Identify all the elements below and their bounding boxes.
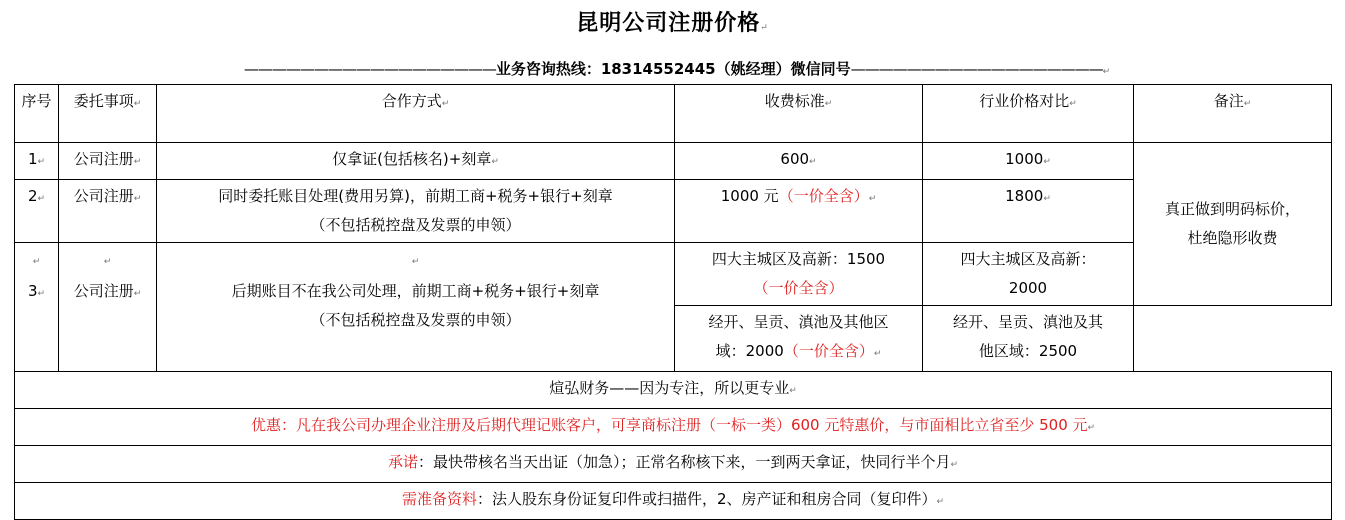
row2-method-line2: （不包括税控盘及发票的申领） <box>310 216 521 234</box>
row3-compare-main <box>923 243 1134 306</box>
header-compare: 行业价格对比↵ <box>923 85 1134 143</box>
row3-item: ↵ 公司注册↵ <box>59 243 157 372</box>
row1-method: 仅拿证(包括核名)+刻章↵ <box>157 143 675 180</box>
row3-price-other-line1: 经开、呈贡、滇池及其他区 <box>708 313 889 331</box>
row2-item: 公司注册↵ <box>59 180 157 243</box>
row3-method-line2: （不包括税控盘及发票的申领） <box>310 311 521 329</box>
row3-price-main-line1: 四大主城区及高新：1500 <box>711 250 886 268</box>
materials-label: 需准备资料 <box>401 490 477 508</box>
row3-price-other: 经开、呈贡、滇池及其他区 域：2000（一价全含）↵ <box>675 306 923 372</box>
remark-cell <box>1134 143 1332 306</box>
slogan-row <box>15 372 1332 409</box>
row3-no: ↵ 3↵ <box>15 243 59 372</box>
promise-note: 承诺：最快带核名当天出证（加急）；正常名称核下来，一到两天拿证，快同行半个月↵ <box>15 446 1332 483</box>
row1-no: 1↵ <box>15 143 59 180</box>
materials-text: ：法人股东身份证复印件或扫描件，2、房产证和租房合同（复印件） <box>476 490 937 508</box>
header-method: 合作方式↵ <box>157 85 675 143</box>
row3-compare-main-line1: 四大主城区及高新： <box>960 250 1096 268</box>
promise-text: ：最快带核名当天出证（加急）；正常名称核下来，一到两天拿证，快同行半个月 <box>417 453 951 471</box>
row1-item: 公司注册↵ <box>59 143 157 180</box>
dash-right: —————————————————— <box>850 60 1103 78</box>
row2-method-line1: 同时委托账目处理(费用另算)，前期工商+税务+银行+刻章 <box>218 187 613 205</box>
header-remark: 备注↵ <box>1134 85 1332 143</box>
materials-note: 需准备资料：法人股东身份证复印件或扫描件，2、房产证和租房合同（复印件）↵ <box>15 483 1332 520</box>
price-table <box>14 84 1332 520</box>
row1-price: 600↵ <box>675 143 923 180</box>
row3-compare-other-line1: 经开、呈贡、滇池及其 <box>952 313 1103 331</box>
hotline-line: ——————————————————业务咨询热线：18314552445（姚经理）微信同号——————————————————↵ <box>243 60 1111 78</box>
discount-note: 优惠：凡在我公司办理企业注册及后期代理记账客户，可享商标注册（一标一类）600 元特惠价，与市面相比立省至少 500 元↵ <box>15 409 1332 446</box>
header-no: 序号 <box>15 85 59 143</box>
row2-price: 1000 元（一价全含）↵ <box>675 180 923 243</box>
row2-no: 2↵ <box>15 180 59 243</box>
header-item: 委托事项↵ <box>59 85 157 143</box>
remark-line1: 真正做到明码标价， <box>1164 200 1300 218</box>
row2-method <box>157 180 675 243</box>
row3-method-line1: 后期账目不在我公司处理，前期工商+税务+银行+刻章 <box>231 282 600 300</box>
promise-label: 承诺 <box>387 453 418 471</box>
row3-compare-main-line2: 2000 <box>1008 279 1048 297</box>
discount-row <box>15 409 1332 446</box>
page-title: 昆明公司注册价格↵ <box>576 10 769 36</box>
dash-left: —————————————————— <box>243 60 496 78</box>
row3-price-main <box>675 243 923 306</box>
row3-compare-other-line2: 他区域：2500 <box>978 342 1078 360</box>
table-header-row <box>15 85 1332 143</box>
row3-method: ↵ 后期账目不在我公司处理，前期工商+税务+银行+刻章 （不包括税控盘及发票的申领） <box>157 243 675 372</box>
table-row <box>15 143 1332 180</box>
row3-price-main-red: （一价全含） <box>753 279 844 297</box>
materials-row <box>15 483 1332 520</box>
row3-compare-other <box>923 306 1134 372</box>
hotline-text: 业务咨询热线：18314552445（姚经理）微信同号 <box>495 60 851 78</box>
slogan: 煊弘财务——因为专注，所以更专业↵ <box>15 372 1332 409</box>
header-price: 收费标准↵ <box>675 85 923 143</box>
row2-compare: 1800↵ <box>923 180 1134 243</box>
remark-line2: 杜绝隐形收费 <box>1187 229 1278 247</box>
row1-compare: 1000↵ <box>923 143 1134 180</box>
